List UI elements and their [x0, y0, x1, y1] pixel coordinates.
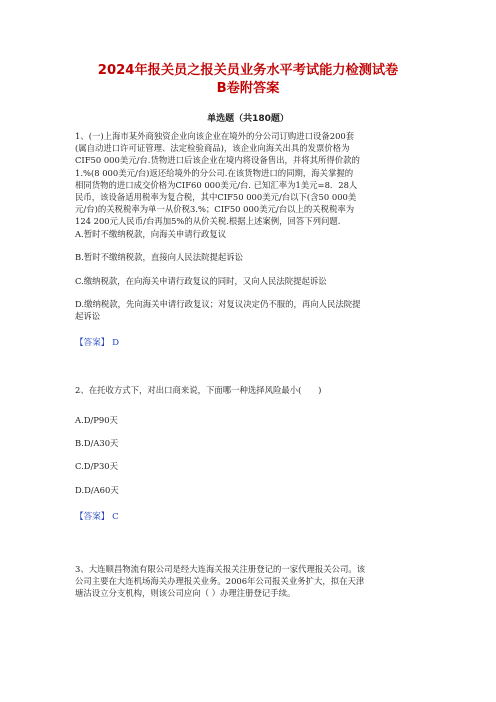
question-1-option-d-line: 起诉讼	[75, 311, 101, 322]
question-3-line: 3、大连顺昌物流有限公司是经大连海关报关注册登记的一家代理报关公司。该	[75, 564, 366, 574]
title-line-2: B卷附答案	[216, 81, 280, 96]
section-heading: 单选题（共180题）	[207, 114, 289, 124]
question-1-option-d-line: D.缴纳税款，先向海关申请行政复议；对复议决定仍不服的，再向人民法院提	[75, 299, 361, 309]
question-2-option-a: A.D/P90天	[75, 415, 118, 425]
question-1-line: 1.%(8 000美元/台)返还给境外的分公司.在该货物进口的同期，海关掌握的	[75, 167, 354, 178]
question-3-line: 公司主要在大连机场海关办理报关业务。2006年公司报关业务扩大，拟在天津	[75, 576, 365, 587]
question-1-option-d	[75, 298, 425, 322]
question-1-line: 元/台)的关税税率为单一从价税3.%；CIF50 000美元/台以上的关税税率为	[75, 204, 355, 215]
question-1-line: 124 200元人民币/台再加5%的从价关税.根据上述案例，回答下列问题.	[75, 216, 341, 227]
question-3-line: 塘沽设立分支机构，则该公司应向（ ）办理注册登记手续。	[75, 588, 296, 599]
question-1-option-a: A.暂时不缴纳税款，向海关申请行政复议	[75, 229, 227, 239]
question-1-line: (属自动进口许可证管理、法定检验商品)，该企业向海关出具的发票价格为	[75, 143, 350, 154]
question-2-option-c: C.D/P30天	[75, 461, 118, 471]
document-title	[60, 62, 436, 98]
question-2-option-d: D.D/A60天	[75, 485, 119, 495]
question-1-line: 民币，该设备适用税率为复合税，其中CIF50 000美元/台以下(含50 000美	[75, 192, 357, 203]
question-1-option-b: B.暂时不缴纳税款，直接向人民法院提起诉讼	[75, 252, 243, 262]
question-3-stem	[75, 563, 425, 600]
question-1-answer: 【答案】 D	[75, 338, 119, 348]
question-1-stem	[75, 130, 425, 228]
title-line-1: 2024年报关员之报关员业务水平考试能力检测试卷	[97, 63, 399, 78]
question-1-line: 相同货物的进口成交价格为CIF60 000美元/台. 已知汇率为1美元=8．28人	[75, 179, 358, 190]
question-1-line: CIF50 000美元/台.货物进口后该企业在境内将设备售出，并将其所得价款的	[75, 155, 360, 166]
question-2-answer: 【答案】 C	[75, 512, 119, 522]
question-2-stem: 2、在托收方式下，对出口商来说，下面哪一种选择风险最小( )	[75, 385, 322, 395]
question-1-option-c: C.缴纳税款，在向海关申请行政复议的同时，又向人民法院提起诉讼	[75, 276, 327, 286]
question-1-line: 1、(一)上海市某外商独资企业向该企业在境外的分公司订购进口设备200套	[75, 131, 355, 141]
question-2-option-b: B.D/A30天	[75, 438, 119, 448]
